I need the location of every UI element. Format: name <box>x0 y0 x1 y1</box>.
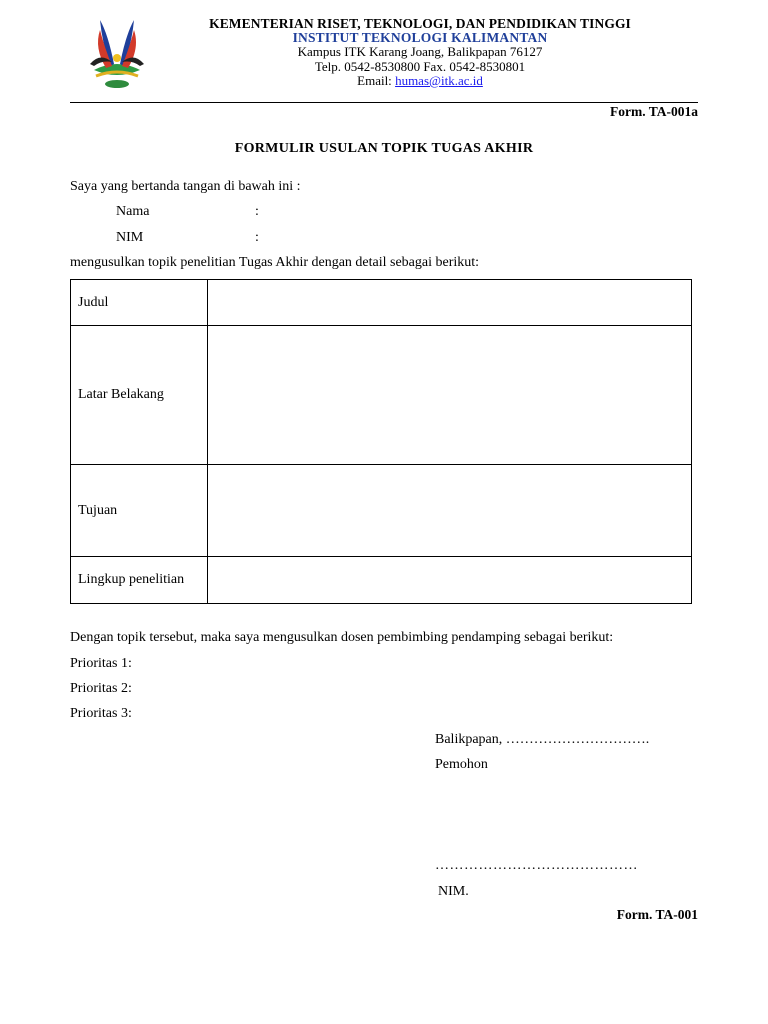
row-value-tujuan[interactable] <box>208 465 692 557</box>
priority-3: Prioritas 3: <box>70 706 132 721</box>
row-value-lingkup[interactable] <box>208 557 692 604</box>
header-divider <box>70 102 698 103</box>
institute-name: INSTITUT TEKNOLOGI KALIMANTAN <box>292 30 548 45</box>
signature-nim: NIM. <box>438 884 469 899</box>
field-name-separator: : <box>255 204 259 219</box>
signature-place-date: Balikpapan, …………………………. <box>435 732 650 747</box>
institute-address: Kampus ITK Karang Joang, Balikpapan 76127 <box>297 44 543 59</box>
row-value-judul[interactable] <box>208 280 692 326</box>
row-value-latar-belakang[interactable] <box>208 326 692 465</box>
signature-name-line: …………………………………… <box>435 858 638 873</box>
email-label: Email: <box>357 73 396 88</box>
proposal-text: mengusulkan topik penelitian Tugas Akhir dengan detail sebagai berikut: <box>70 255 480 270</box>
form-title: FORMULIR USULAN TOPIK TUGAS AKHIR <box>234 141 534 156</box>
institute-phone: Telp. 0542-8530800 Fax. 0542-8530801 <box>314 59 526 74</box>
field-nim-label: NIM <box>116 230 144 245</box>
row-label-latar-belakang: Latar Belakang <box>71 326 208 465</box>
signature-role: Pemohon <box>435 757 488 772</box>
institute-logo-icon <box>80 14 154 90</box>
row-label-judul: Judul <box>71 280 208 326</box>
row-label-tujuan: Tujuan <box>71 465 208 557</box>
institute-email-line <box>160 73 680 89</box>
form-code-bottom: Form. TA-001 <box>616 907 698 922</box>
supervisor-text: Dengan topik tersebut, maka saya mengusulkan dosen pembimbing pendamping sebagai berikut: <box>70 630 614 645</box>
form-code-top: Form. TA-001a <box>610 104 698 119</box>
proposal-detail-table <box>70 279 692 604</box>
priority-2: Prioritas 2: <box>70 681 132 696</box>
field-name-label: Nama <box>116 204 150 219</box>
ministry-name: KEMENTERIAN RISET, TEKNOLOGI, DAN PENDIDIKAN TINGGI <box>209 16 631 31</box>
table-row <box>71 557 692 604</box>
table-row <box>71 280 692 326</box>
email-link[interactable]: humas@itk.ac.id <box>395 73 483 88</box>
field-nim-separator: : <box>255 230 259 245</box>
row-label-lingkup: Lingkup penelitian <box>71 557 208 604</box>
intro-text: Saya yang bertanda tangan di bawah ini : <box>70 179 301 194</box>
table-row <box>71 465 692 557</box>
table-row <box>71 326 692 465</box>
priority-1: Prioritas 1: <box>70 656 132 671</box>
